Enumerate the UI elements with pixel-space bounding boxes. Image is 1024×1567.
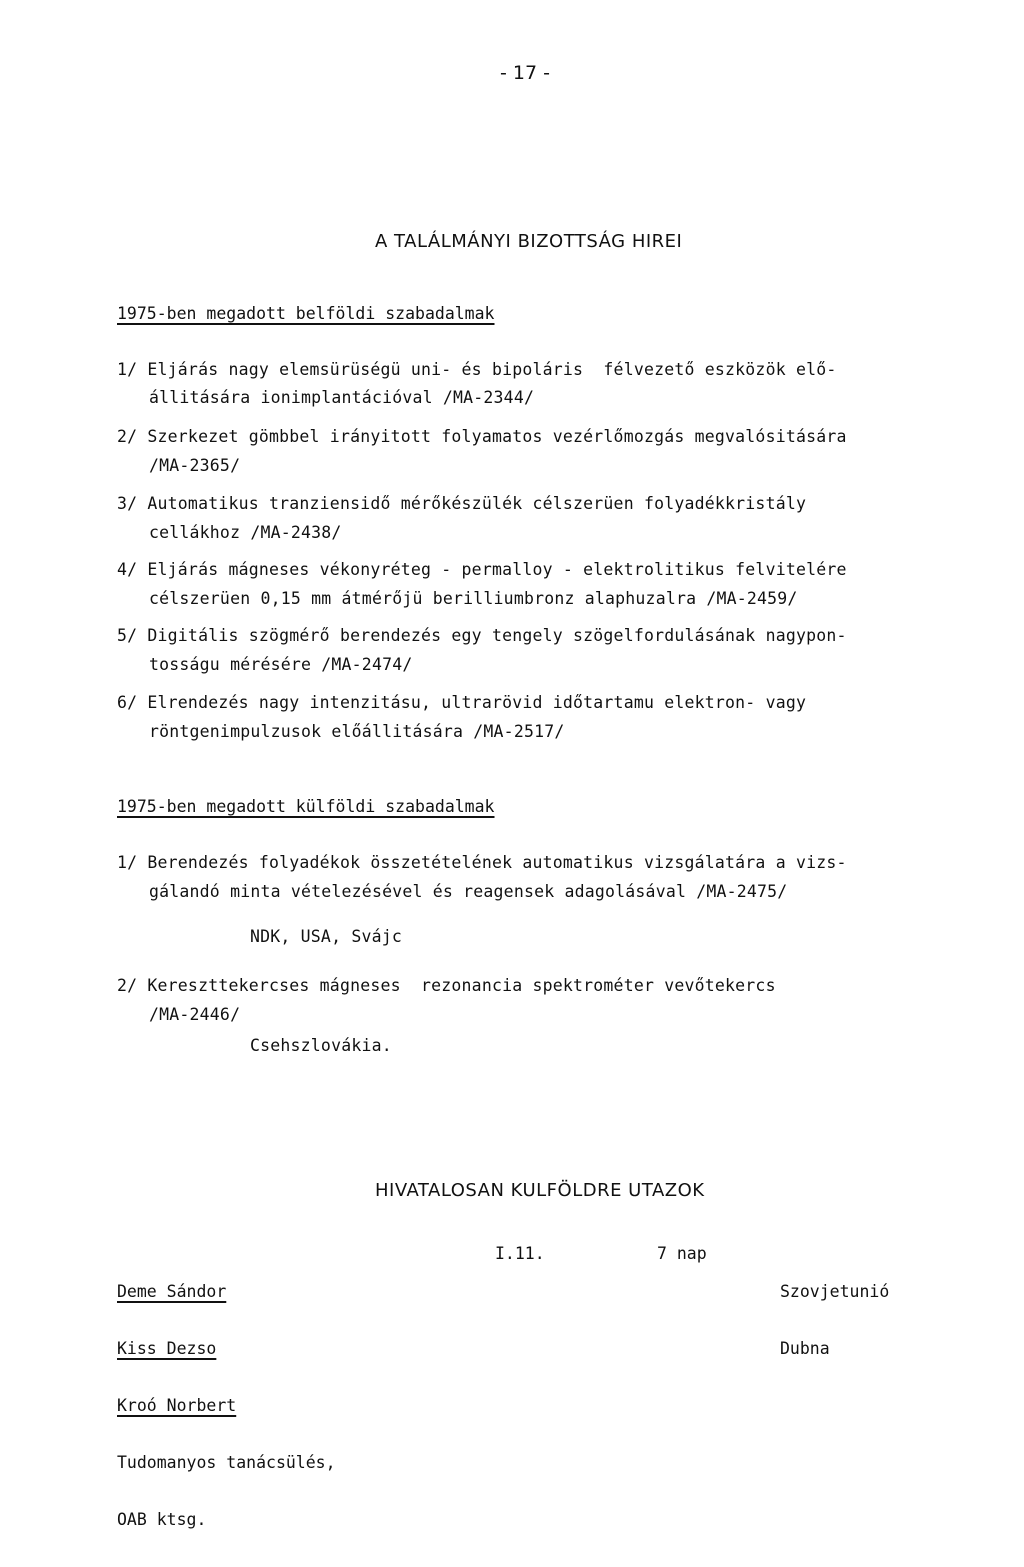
travel-purpose: OAB ktsg. <box>117 1510 207 1529</box>
item-line-2: tosságu mérésére /MA-2474/ <box>149 655 413 674</box>
section-heading-travel: HIVATALOSAN KULFÖLDRE UTAZOK <box>375 1180 705 1201</box>
destination-line: Dubna <box>780 1339 830 1358</box>
item-line-1: 4/ Eljárás mágneses vékonyréteg - permalloy - elektrolitikus felvitelére <box>117 560 847 579</box>
section-heading-foreign: 1975-ben megadott külföldi szabadalmak <box>117 797 495 816</box>
item-line-1: 6/ Elrendezés nagy intenzitásu, ultrarövid időtartamu elektron- vagy <box>117 693 807 712</box>
travel-purpose: Tudomanyos tanácsülés, <box>117 1453 336 1472</box>
section-heading-domestic: 1975-ben megadott belföldi szabadalmak <box>117 304 495 323</box>
item-line-1: 2/ Kereszttekercses mágneses rezonancia spektrométer vevőtekercs <box>117 976 776 995</box>
item-line-2: /MA-2365/ <box>149 456 241 475</box>
item-line-1: 1/ Eljárás nagy elemsürüségü uni- és bipoláris félvezető eszközök elő- <box>117 360 837 379</box>
travel-date: I.11. <box>495 1244 545 1263</box>
item-line-2: röntgenimpulzusok előállitására /MA-2517/ <box>149 722 565 741</box>
traveler-name: Deme Sándor <box>117 1282 227 1301</box>
item-line-1: 3/ Automatikus tranziensidő mérőkészülék célszerüen folyadékkristály <box>117 494 807 513</box>
item-line-2: célszerüen 0,15 mm átmérőjü berilliumbronz alaphuzalra /MA-2459/ <box>149 589 798 608</box>
item-countries: NDK, USA, Svájc <box>250 927 403 946</box>
item-line-2: /MA-2446/ <box>149 1005 241 1024</box>
item-line-1: 1/ Berendezés folyadékok összetételének automatikus vizsgálatára a vizs- <box>117 853 847 872</box>
item-line-2: cellákhoz /MA-2438/ <box>149 523 342 542</box>
item-countries: Csehszlovákia. <box>250 1036 392 1055</box>
item-line-2: állitására ionimplantációval /MA-2344/ <box>149 388 535 407</box>
page-title: A TALÁLMÁNYI BIZOTTSÁG HIREI <box>375 231 683 252</box>
traveler-names <box>117 1244 336 1567</box>
travel-duration: 7 nap <box>657 1244 707 1263</box>
traveler-name: Kiss Dezso <box>117 1339 217 1358</box>
traveler-name: Kroó Norbert <box>117 1396 237 1415</box>
destination-line: Szovjetunió <box>780 1282 890 1301</box>
item-line-1: 5/ Digitális szögmérő berendezés egy tengely szögelfordulásának nagypon- <box>117 626 847 645</box>
item-line-1: 2/ Szerkezet gömbbel irányitott folyamatos vezérlőmozgás megvalósitására <box>117 427 847 446</box>
travel-destination <box>780 1244 889 1396</box>
page-number: - 17 - <box>500 62 550 84</box>
item-line-2: gálandó minta vételezésével és reagensek adagolásával /MA-2475/ <box>149 882 788 901</box>
